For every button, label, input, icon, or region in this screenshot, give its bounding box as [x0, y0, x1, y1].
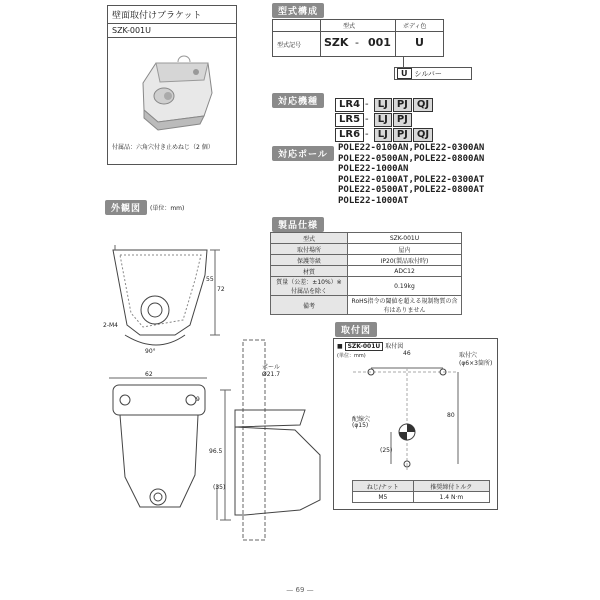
model-opt: LJ [374, 113, 392, 127]
pole-diameter: Ø21.7 [262, 371, 281, 378]
mounting-model: SZK-001U [345, 342, 384, 351]
model-part3: U [415, 36, 424, 49]
nut-value: M5 [353, 492, 414, 503]
model-row: LR6 - LJ PJ QJ [335, 122, 434, 137]
product-title: 壁面取付けブラケット [108, 6, 236, 24]
dim-72: 72 [217, 286, 225, 293]
model-base: LR5 [335, 113, 364, 127]
model-header: 型式 [343, 23, 356, 30]
nut-header: ねじ/ナット [353, 481, 414, 492]
spec-row: 型式 SZK-001U [271, 233, 462, 244]
dim-96-5: 96.5 [209, 448, 223, 455]
model-opt: QJ [413, 128, 433, 142]
torque-header: 推奨締付トルク [413, 481, 489, 492]
model-opt: LJ [374, 128, 392, 142]
model-row: LR5 - LJ PJ [335, 107, 434, 122]
dim-25: (25) [380, 447, 393, 454]
model-opt: LJ [374, 98, 392, 112]
spec-row: 取付場所 屋内 [271, 244, 462, 255]
mounting-title: ■ SZK-001U 取付図 [337, 343, 404, 350]
mount-hole-label: 取付穴 [459, 352, 478, 359]
spec-row: 備考 RoHS指令の閾値を超える規制物質の含有はありません [271, 296, 462, 315]
page-number: — 69 — [286, 586, 314, 594]
poles-list [338, 143, 484, 206]
composition-heading: 型式構成 [272, 3, 324, 18]
specs-heading: 製品仕様 [272, 217, 324, 232]
pole-label: ポール [262, 364, 280, 371]
dim-62: 62 [145, 371, 153, 378]
outline-heading: 外観図 [105, 200, 147, 215]
torque-value: 1.4 N·m [413, 492, 489, 503]
mounting-heading: 取付図 [335, 322, 377, 337]
poles-heading: 対応ポール [272, 146, 334, 161]
spec-row: 質量（公差：±10%）※付属品を除く 0.19kg [271, 277, 462, 296]
wire-hole-label: 配線穴 [352, 416, 371, 423]
bracket-photo [108, 38, 236, 142]
dim-55: 55 [206, 276, 214, 283]
spec-row: 保護等級 IP20(製品取付時) [271, 255, 462, 266]
model-dash: - [355, 36, 359, 49]
outline-unit: (単位：mm) [150, 205, 185, 212]
pole-line: POLE22-0100AN,POLE22-0300AN [338, 143, 485, 153]
pole-line: POLE22-1000AN [338, 164, 409, 174]
mounting-unit: (単位：mm) [337, 353, 366, 359]
dim-35: (35) [213, 484, 226, 491]
color-legend-code: U [397, 68, 412, 79]
product-box [107, 5, 237, 165]
models-heading: 対応機種 [272, 93, 324, 108]
model-opt: PJ [393, 113, 412, 127]
model-opt: PJ [393, 98, 412, 112]
model-row: LR4 - LJ PJ QJ [335, 92, 434, 107]
row-label: 型式記号 [277, 42, 302, 49]
specs-table [270, 232, 462, 315]
dim-90deg: 90° [145, 348, 156, 355]
model-base: LR6 [335, 128, 364, 142]
dim-46: 46 [403, 350, 411, 357]
dim-9: 9 [196, 396, 200, 403]
pole-line: POLE22-0100AT,POLE22-0300AT [338, 174, 485, 185]
pole-line: POLE22-0500AN,POLE22-0800AN [338, 153, 485, 164]
composition-table [272, 19, 444, 57]
model-part2: 001 [368, 36, 391, 49]
product-code: SZK-001U [108, 24, 236, 38]
models-list [335, 92, 434, 140]
color-header: ボディ色 [403, 23, 427, 30]
dim-80: 80 [447, 412, 455, 419]
model-opt: QJ [413, 98, 433, 112]
dim-2m4: 2-M4 [103, 322, 118, 329]
pole-line: POLE22-1000AT [338, 195, 409, 206]
spec-row: 材質 ADC12 [271, 266, 462, 277]
model-opt: PJ [393, 128, 412, 142]
mounting-torque-table [352, 480, 490, 503]
model-part1: SZK [324, 36, 349, 49]
pole-line: POLE22-0500AT,POLE22-0800AT [338, 185, 485, 195]
accessory-note: 付属品：六角穴付き止めねじ（2 個） [112, 144, 214, 151]
model-base: LR4 [335, 98, 364, 112]
mount-hole-spec: (φ6×3箇所) [459, 360, 493, 367]
color-legend-label: シルバー [414, 69, 442, 78]
color-legend [394, 67, 472, 80]
wire-hole-spec: (φ15) [352, 422, 369, 429]
